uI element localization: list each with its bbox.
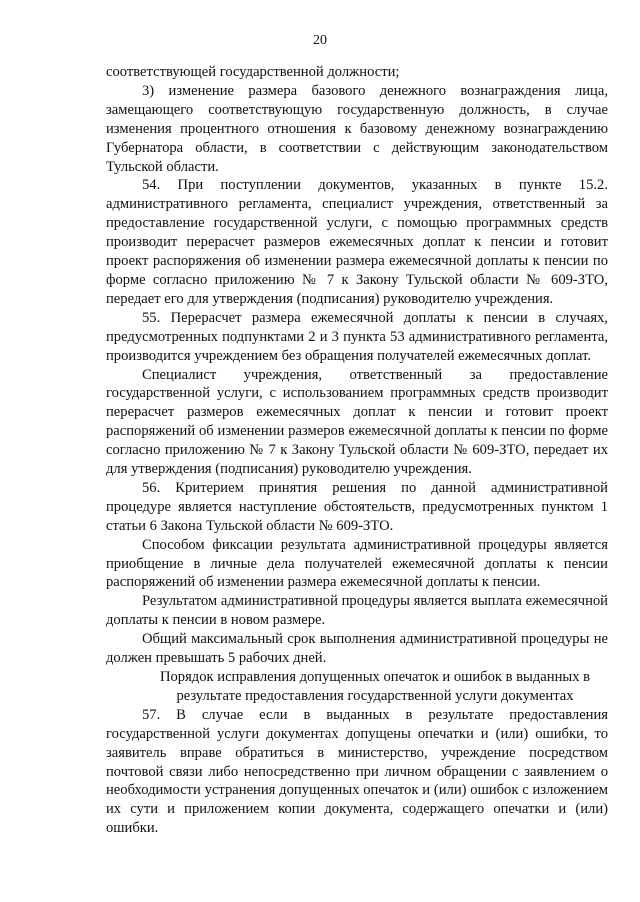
- section-heading-line: результате предоставления государственной услуги документах: [176, 687, 574, 704]
- document-body: [106, 63, 608, 838]
- paragraph: Способом фиксации результата административной процедуры является приобщение в личные дела получателей ежемесячной доплаты к пенсии распоряжений об изменении размера ежемесячной доплаты к пенсии.: [106, 536, 608, 591]
- paragraph: соответствующей государственной должности;: [106, 64, 400, 80]
- paragraph: 54. При поступлении документов, указанных в пункте 15.2. административного регламента, специалист учреждения, ответственный за предоставление государственной услуги, с помощью программных средств производит перерасчет размеров ежемесячных доплат к пенсии и готовит проект распоряжения об изменении размера ежемесячной доплаты к пенсии по форме согласно приложению № 7 к Закону Тульской области № 609-ЗТО, передает его для утверждения (подписания) руководителю учреждения.: [106, 177, 608, 307]
- paragraph: Общий максимальный срок выполнения административной процедуры не должен превышать 5 рабочих дней.: [106, 631, 608, 667]
- paragraph: 57. В случае если в выданных в результате предоставления государственной услуги документах допущены опечатки и (или) ошибки, то заявитель вправе обратиться в министерство, учреждение посредством почтовой связи либо непосредственно при личном обращении с заявлением о необходимости устранения допущенных опечаток и (или) ошибок с изложением их сути и приложением копии документа, содержащего опечатки и (или) ошибки.: [106, 706, 608, 837]
- section-heading: [106, 668, 608, 706]
- section-heading-line: Порядок исправления допущенных опечаток и ошибок в выданных в: [159, 669, 591, 685]
- paragraph: 56. Критерием принятия решения по данной административной процедуре является наступление обстоятельств, предусмотренных пунктом 1 статьи 6 Закона Тульской области № 609-ЗТО.: [106, 479, 608, 534]
- paragraph: Результатом административной процедуры является выплата ежемесячной доплаты к пенсии в новом размере.: [106, 593, 608, 629]
- paragraph: 3) изменение размера базового денежного вознаграждения лица, замещающего соответствующую государственную должность, в случае изменения процентного отношения к базовому денежному вознаграждению Губернатора области, в соответствии с действующим законодательством Тульской области.: [106, 82, 608, 175]
- paragraph: Специалист учреждения, ответственный за предоставление государственной услуги, с использованием программных средств производит перерасчет размеров ежемесячных доплат к пенсии и готовит проект распоряжений об изменении размеров ежемесячной доплаты к пенсии по форме согласно приложению № 7 к Закону Тульской области № 609-ЗТО, передает их для утверждения (подписания) руководителю учреждения.: [106, 366, 608, 478]
- page-number: 20: [313, 33, 327, 48]
- paragraph: 55. Перерасчет размера ежемесячной доплаты к пенсии в случаях, предусмотренных подпунктами 2 и 3 пункта 53 административного регламента, производится учреждением без обращения получателей ежемесячных доплат.: [106, 309, 608, 364]
